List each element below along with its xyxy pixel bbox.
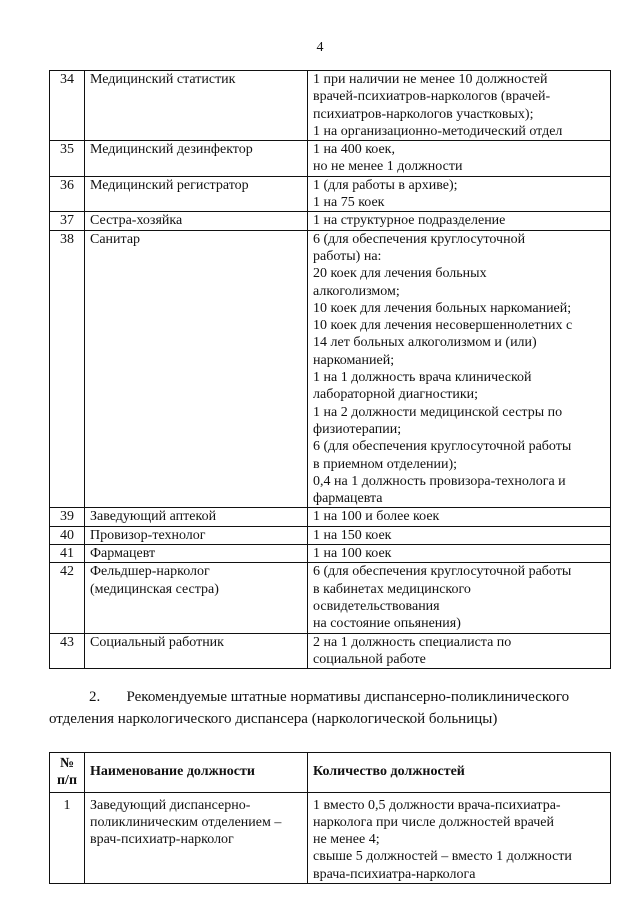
quantity-cell-line: нарколога при числе должностей врачей (313, 814, 554, 830)
quantity-cell (308, 71, 611, 141)
position-cell-line: Санитар (90, 231, 141, 247)
quantity-cell-line: 1 при наличии не менее 10 должностей (313, 72, 548, 87)
quantity-cell-line: психиатров-наркологов участковых); (313, 106, 534, 122)
row-number: 39 (50, 508, 85, 526)
row-number: 34 (50, 71, 85, 141)
position-cell (85, 792, 308, 883)
table-row (50, 633, 611, 669)
quantity-cell (308, 230, 611, 508)
position-cell-line: Фельдшер-нарколог (90, 564, 210, 580)
position-cell-line: Сестра-хозяйка (90, 213, 183, 229)
table-row (50, 563, 611, 633)
quantity-cell-line: 6 (для обеспечения круглосуточной работы (313, 564, 572, 580)
position-cell (85, 633, 308, 669)
table-row (50, 212, 611, 230)
position-cell-line: врач-психиатр-нарколог (90, 832, 234, 848)
quantity-cell-line: не менее 4; (313, 832, 380, 848)
row-number: 35 (50, 141, 85, 177)
table-row (50, 508, 611, 526)
position-cell (85, 545, 308, 563)
row-number: 1 (50, 792, 85, 883)
quantity-cell-line: 1 на 400 коек, (313, 142, 395, 158)
page-number: 4 (316, 40, 324, 55)
quantity-cell-line: 1 на 1 должность врача клинической (313, 370, 532, 386)
section-2-heading (49, 686, 611, 730)
row-number: 37 (50, 212, 85, 230)
quantity-cell-line: свыше 5 должностей – вместо 1 должности (313, 849, 572, 865)
quantity-cell-line: 1 на 100 коек (313, 546, 392, 562)
quantity-cell-line: 1 на 150 коек (313, 527, 392, 543)
position-cell-line: Медицинский статистик (90, 72, 236, 87)
table-row (50, 526, 611, 544)
position-cell-line: поликлиническим отделением – (90, 814, 282, 830)
row-number: 42 (50, 563, 85, 633)
quantity-cell-line: но не менее 1 должности (313, 159, 463, 175)
quantity-cell-line: 10 коек для лечения больных наркоманией; (313, 300, 572, 316)
quantity-cell-line: работы) на: (313, 248, 382, 264)
quantity-cell-line: освидетельствования (313, 598, 440, 614)
section-number: 2. (89, 689, 101, 705)
quantity-cell-line: 6 (для обеспечения круглосуточной работы (313, 439, 572, 455)
quantity-cell-line: фармацевта (313, 491, 383, 507)
quantity-cell-line: 2 на 1 должность специалиста по (313, 634, 512, 650)
position-cell-line: Социальный работник (90, 634, 224, 650)
quantity-cell (308, 526, 611, 544)
header-quantity: Количество должностей (308, 753, 611, 793)
position-cell (85, 71, 308, 141)
quantity-cell-line: 1 (для работы в архиве); (313, 177, 458, 193)
quantity-cell-line: 14 лет больных алкоголизмом и (или) (313, 335, 537, 351)
row-number: 40 (50, 526, 85, 544)
position-cell-line: Фармацевт (90, 546, 156, 562)
quantity-cell-line: 20 коек для лечения больных (313, 266, 487, 282)
table-row (50, 230, 611, 508)
position-cell-line: Провизор-технолог (90, 527, 206, 543)
outpatient-staffing-table (49, 752, 611, 884)
quantity-cell-line: врача-психиатра-нарколога (313, 866, 476, 882)
quantity-cell (308, 545, 611, 563)
quantity-cell-line: лабораторной диагностики; (313, 387, 479, 403)
table-row (50, 176, 611, 212)
quantity-cell (308, 141, 611, 177)
position-cell (85, 141, 308, 177)
table-header-row (50, 753, 611, 793)
quantity-cell-line: в приемном отделении); (313, 456, 458, 472)
quantity-cell (308, 212, 611, 230)
position-cell (85, 212, 308, 230)
quantity-cell (308, 563, 611, 633)
quantity-cell-line: врачей-психиатров-наркологов (врачей- (313, 89, 551, 105)
staffing-table (49, 70, 611, 669)
position-cell-line: Медицинский дезинфектор (90, 142, 253, 158)
quantity-cell-line: 6 (для обеспечения круглосуточной (313, 231, 526, 247)
position-cell (85, 230, 308, 508)
quantity-cell-line: 10 коек для лечения несовершеннолетних с (313, 318, 573, 334)
quantity-cell-line: 1 вместо 0,5 должности врача-психиатра- (313, 797, 561, 813)
position-cell-line: Заведующий аптекой (90, 509, 217, 525)
quantity-cell (308, 176, 611, 212)
quantity-cell-line: алкоголизмом; (313, 283, 400, 299)
position-cell (85, 526, 308, 544)
quantity-cell-line: 1 на организационно-методический отдел (313, 123, 563, 139)
position-cell-line: Заведующий диспансерно- (90, 797, 251, 813)
quantity-cell-line: 1 на 2 должности медицинской сестры по (313, 404, 563, 420)
row-number: 41 (50, 545, 85, 563)
quantity-cell-line: социальной работе (313, 651, 426, 667)
table-row (50, 545, 611, 563)
quantity-cell-line: в кабинетах медицинского (313, 581, 471, 597)
table-row (50, 141, 611, 177)
quantity-cell-line: 0,4 на 1 должность провизора-технолога и (313, 473, 566, 489)
position-cell (85, 563, 308, 633)
row-number: 38 (50, 230, 85, 508)
position-cell (85, 508, 308, 526)
header-number: № п/п (50, 753, 85, 793)
quantity-cell (308, 633, 611, 669)
quantity-cell-line: 1 на 75 коек (313, 195, 385, 211)
position-cell-line: (медицинская сестра) (90, 581, 219, 597)
quantity-cell-line: физиотерапии; (313, 421, 402, 437)
table-row (50, 71, 611, 141)
quantity-cell-line: 1 на 100 и более коек (313, 509, 440, 525)
position-cell (85, 176, 308, 212)
row-number: 43 (50, 633, 85, 669)
quantity-cell-line: на состояние опьянения) (313, 616, 461, 632)
position-cell-line: Медицинский регистратор (90, 177, 249, 193)
section-text-line-2: отделения наркологического диспансера (наркологической больницы) (49, 711, 498, 727)
section-text-line-1: Рекомендуемые штатные нормативы диспансерно-поликлинического (126, 689, 570, 705)
table-row (50, 792, 611, 883)
quantity-cell (308, 792, 611, 883)
header-position: Наименование должности (85, 753, 308, 793)
quantity-cell-line: 1 на структурное подразделение (313, 213, 506, 229)
quantity-cell (308, 508, 611, 526)
quantity-cell-line: наркоманией; (313, 352, 395, 368)
row-number: 36 (50, 176, 85, 212)
